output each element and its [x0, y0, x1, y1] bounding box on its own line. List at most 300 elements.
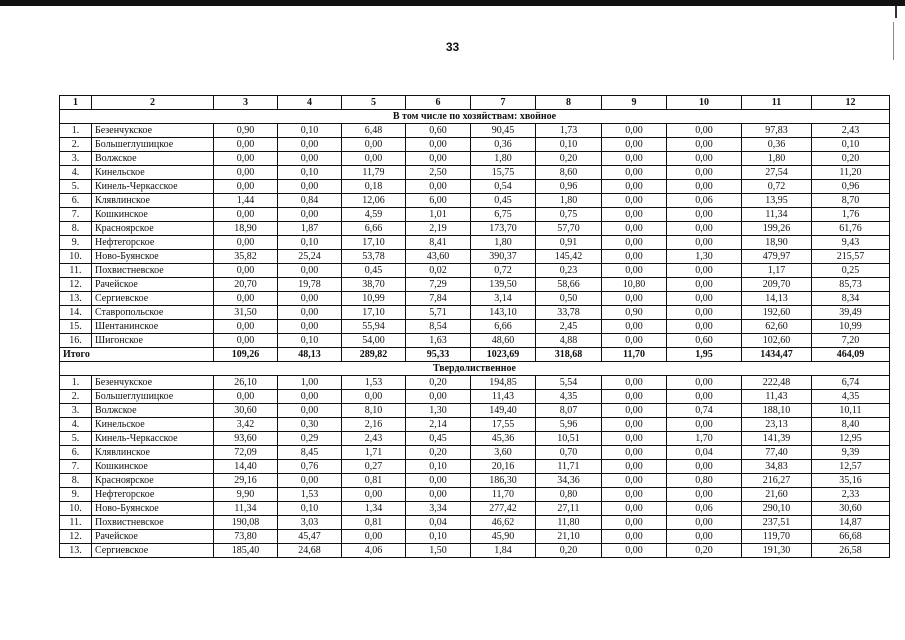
- top-border-rule: [0, 0, 905, 6]
- table-cell: 173,70: [471, 222, 536, 236]
- table-cell: 13.: [60, 292, 92, 306]
- table-cell: 3,60: [471, 446, 536, 460]
- table-cell: 237,51: [742, 516, 812, 530]
- table-cell: 1,01: [406, 208, 471, 222]
- table-row: [60, 264, 890, 278]
- table-cell: 8,54: [406, 320, 471, 334]
- table-cell: 0,06: [667, 194, 742, 208]
- table-cell: 2,43: [342, 432, 406, 446]
- table-cell: 0,00: [602, 390, 667, 404]
- table-cell: 0,20: [406, 446, 471, 460]
- table-cell: 35,16: [812, 474, 890, 488]
- total-row: [60, 348, 890, 362]
- table-row: [60, 474, 890, 488]
- table-cell: 0,00: [278, 404, 342, 418]
- table-cell: 5.: [60, 180, 92, 194]
- table-cell: 8,10: [342, 404, 406, 418]
- table-cell: 0,00: [602, 474, 667, 488]
- table-cell: 0,72: [742, 180, 812, 194]
- table-cell: Твердолиственное: [60, 362, 890, 376]
- table-cell: 0,45: [406, 432, 471, 446]
- table-cell: 20,70: [214, 278, 278, 292]
- table-row: [60, 194, 890, 208]
- table-cell: 19,78: [278, 278, 342, 292]
- table-cell: 12,57: [812, 460, 890, 474]
- table-cell: Кинельское: [92, 418, 214, 432]
- table-cell: 1,34: [342, 502, 406, 516]
- table-cell: 0,75: [536, 208, 602, 222]
- table-cell: 6,66: [342, 222, 406, 236]
- table-cell: 11,34: [214, 502, 278, 516]
- table-cell: 5: [342, 96, 406, 110]
- table-cell: 2,19: [406, 222, 471, 236]
- table-cell: 8,40: [812, 418, 890, 432]
- table-cell: 0,00: [602, 250, 667, 264]
- table-cell: 0,00: [406, 390, 471, 404]
- table-cell: Похвистневское: [92, 516, 214, 530]
- table-cell: 3.: [60, 404, 92, 418]
- table-cell: 2,16: [342, 418, 406, 432]
- table-cell: Волжское: [92, 404, 214, 418]
- table-cell: 185,40: [214, 544, 278, 558]
- table-cell: 0,45: [342, 264, 406, 278]
- table-cell: Шентанинское: [92, 320, 214, 334]
- table-cell: 1,63: [406, 334, 471, 348]
- table-cell: 0,10: [536, 138, 602, 152]
- table-cell: 9.: [60, 236, 92, 250]
- table-cell: Кинель-Черкасское: [92, 432, 214, 446]
- table-cell: 85,73: [812, 278, 890, 292]
- table-cell: 0,00: [602, 166, 667, 180]
- table-cell: 0,00: [214, 236, 278, 250]
- table-row: [60, 124, 890, 138]
- table-row: [60, 320, 890, 334]
- table-cell: 0,00: [602, 264, 667, 278]
- table-cell: 0,00: [602, 334, 667, 348]
- table-cell: 12.: [60, 278, 92, 292]
- table-row: [60, 334, 890, 348]
- table-cell: 11.: [60, 264, 92, 278]
- table-cell: 53,78: [342, 250, 406, 264]
- table-cell: Клявлинское: [92, 446, 214, 460]
- table-cell: 0,20: [667, 544, 742, 558]
- table-row: [60, 152, 890, 166]
- table-cell: 2,43: [812, 124, 890, 138]
- table-cell: 9.: [60, 488, 92, 502]
- table-cell: 0,00: [342, 390, 406, 404]
- table-cell: 34,36: [536, 474, 602, 488]
- table-cell: Красноярское: [92, 222, 214, 236]
- table-cell: 8,07: [536, 404, 602, 418]
- table-cell: 0,00: [602, 488, 667, 502]
- table-cell: 17,10: [342, 306, 406, 320]
- table-cell: 0,00: [602, 502, 667, 516]
- table-cell: 109,26: [214, 348, 278, 362]
- table-cell: 0,00: [667, 222, 742, 236]
- table-row: [60, 236, 890, 250]
- table-cell: 0,10: [278, 236, 342, 250]
- table-cell: 57,70: [536, 222, 602, 236]
- table-cell: 10.: [60, 250, 92, 264]
- table-cell: 0,00: [667, 278, 742, 292]
- table-cell: 6,48: [342, 124, 406, 138]
- table-cell: 194,85: [471, 376, 536, 390]
- table-cell: 0,00: [406, 488, 471, 502]
- table-cell: 0,00: [602, 446, 667, 460]
- table-cell: 0,00: [278, 138, 342, 152]
- table-cell: 18,90: [214, 222, 278, 236]
- table-cell: Ново-Буянское: [92, 502, 214, 516]
- table-cell: 0,18: [342, 180, 406, 194]
- table-cell: 17,55: [471, 418, 536, 432]
- table-cell: 0,00: [667, 166, 742, 180]
- table-cell: 1,80: [471, 236, 536, 250]
- table-cell: 0,04: [406, 516, 471, 530]
- table-cell: 8.: [60, 222, 92, 236]
- table-row: [60, 432, 890, 446]
- table-cell: 0,00: [667, 516, 742, 530]
- table-row: [60, 404, 890, 418]
- table-cell: 11,43: [742, 390, 812, 404]
- table-cell: 0,00: [278, 208, 342, 222]
- table-cell: 0,00: [342, 488, 406, 502]
- table-cell: 62,60: [742, 320, 812, 334]
- table-cell: 0,00: [602, 208, 667, 222]
- table-cell: 0,00: [214, 208, 278, 222]
- table-cell: 54,00: [342, 334, 406, 348]
- table-cell: 0,00: [214, 390, 278, 404]
- table-cell: 58,66: [536, 278, 602, 292]
- table-cell: 0,10: [278, 124, 342, 138]
- table-cell: 141,39: [742, 432, 812, 446]
- table-cell: 3: [214, 96, 278, 110]
- table-row: [60, 222, 890, 236]
- table-cell: 0,00: [667, 124, 742, 138]
- table-cell: 0,00: [214, 138, 278, 152]
- table-cell: 13,95: [742, 194, 812, 208]
- table-cell: 0,20: [536, 544, 602, 558]
- table-cell: 0,00: [602, 376, 667, 390]
- table-row: [60, 278, 890, 292]
- table-cell: 14,87: [812, 516, 890, 530]
- table-cell: 0,00: [278, 152, 342, 166]
- table-cell: 24,68: [278, 544, 342, 558]
- table-row: [60, 544, 890, 558]
- table-cell: 73,80: [214, 530, 278, 544]
- table-cell: 0,00: [278, 292, 342, 306]
- table-cell: 0,90: [602, 306, 667, 320]
- table-cell: 0,00: [602, 292, 667, 306]
- table-row: [60, 418, 890, 432]
- table-cell: 0,00: [602, 432, 667, 446]
- table-cell: 0,96: [812, 180, 890, 194]
- table-cell: 0,54: [471, 180, 536, 194]
- table-cell: 8,34: [812, 292, 890, 306]
- table-cell: 2,33: [812, 488, 890, 502]
- table-cell: 11,20: [812, 166, 890, 180]
- table-cell: 119,70: [742, 530, 812, 544]
- table-cell: 0,10: [406, 530, 471, 544]
- table-cell: 0,80: [667, 474, 742, 488]
- table-cell: 209,70: [742, 278, 812, 292]
- table-cell: 1,87: [278, 222, 342, 236]
- table-cell: 11: [742, 96, 812, 110]
- table-cell: 8,60: [536, 166, 602, 180]
- table-cell: 1,80: [536, 194, 602, 208]
- table-row: [60, 306, 890, 320]
- table-cell: Кошкинское: [92, 208, 214, 222]
- table-cell: 2.: [60, 390, 92, 404]
- table-cell: Клявлинское: [92, 194, 214, 208]
- table-cell: 4.: [60, 166, 92, 180]
- table-cell: Похвистневское: [92, 264, 214, 278]
- table-cell: 9,39: [812, 446, 890, 460]
- table-cell: 0,00: [602, 236, 667, 250]
- table-cell: 6,75: [471, 208, 536, 222]
- table-cell: 8,41: [406, 236, 471, 250]
- table-cell: 20,16: [471, 460, 536, 474]
- table-cell: 9,43: [812, 236, 890, 250]
- table-cell: 0,10: [812, 138, 890, 152]
- table-cell: 0,00: [406, 138, 471, 152]
- table-cell: 0,81: [342, 516, 406, 530]
- table-row: [60, 460, 890, 474]
- table-row: [60, 138, 890, 152]
- table-cell: 4,88: [536, 334, 602, 348]
- table-cell: 45,47: [278, 530, 342, 544]
- table-cell: 1434,47: [742, 348, 812, 362]
- table-cell: 0,00: [667, 292, 742, 306]
- table-cell: 61,76: [812, 222, 890, 236]
- table-cell: 4,35: [812, 390, 890, 404]
- table-cell: 0,00: [667, 236, 742, 250]
- table-cell: 9,90: [214, 488, 278, 502]
- table-cell: 11,34: [742, 208, 812, 222]
- table-cell: 0,00: [602, 460, 667, 474]
- table-cell: 11,43: [471, 390, 536, 404]
- table-cell: 10,99: [812, 320, 890, 334]
- table-cell: 43,60: [406, 250, 471, 264]
- table-cell: 5.: [60, 432, 92, 446]
- table-cell: 0,20: [406, 376, 471, 390]
- column-number-header-row: [60, 96, 890, 110]
- table-cell: 33,78: [536, 306, 602, 320]
- table-cell: 0,25: [812, 264, 890, 278]
- table-cell: 93,60: [214, 432, 278, 446]
- table-cell: 1,50: [406, 544, 471, 558]
- table-cell: 26,58: [812, 544, 890, 558]
- table-row: [60, 208, 890, 222]
- table-cell: 10: [667, 96, 742, 110]
- table-cell: Большеглушицкое: [92, 390, 214, 404]
- table-cell: Волжское: [92, 152, 214, 166]
- table-cell: 3,03: [278, 516, 342, 530]
- table-cell: 0,00: [278, 390, 342, 404]
- table-cell: 9: [602, 96, 667, 110]
- table-cell: 0,00: [602, 124, 667, 138]
- table-cell: 27,54: [742, 166, 812, 180]
- table-cell: 186,30: [471, 474, 536, 488]
- table-cell: 6.: [60, 446, 92, 460]
- table-cell: 0,00: [406, 474, 471, 488]
- table-cell: 10,51: [536, 432, 602, 446]
- table-cell: 0,00: [667, 320, 742, 334]
- table-cell: 390,37: [471, 250, 536, 264]
- table-cell: 191,30: [742, 544, 812, 558]
- table-cell: 0,23: [536, 264, 602, 278]
- table-cell: 0,00: [667, 152, 742, 166]
- table-cell: 4,06: [342, 544, 406, 558]
- table-cell: 0,00: [342, 138, 406, 152]
- table-cell: 10,11: [812, 404, 890, 418]
- table-cell: 464,09: [812, 348, 890, 362]
- table-cell: 1,71: [342, 446, 406, 460]
- table-cell: 6,66: [471, 320, 536, 334]
- table-cell: 0,00: [667, 306, 742, 320]
- table-cell: 8,70: [812, 194, 890, 208]
- table-cell: 1,76: [812, 208, 890, 222]
- table-cell: 0,00: [214, 264, 278, 278]
- table-cell: 10,80: [602, 278, 667, 292]
- table-cell: 10,99: [342, 292, 406, 306]
- table-cell: 7,29: [406, 278, 471, 292]
- table-cell: 7,84: [406, 292, 471, 306]
- table-cell: 0,10: [278, 334, 342, 348]
- table-cell: 4: [278, 96, 342, 110]
- table-cell: 139,50: [471, 278, 536, 292]
- table-cell: 0,10: [278, 502, 342, 516]
- table-cell: 0,00: [667, 376, 742, 390]
- table-cell: Ставропольское: [92, 306, 214, 320]
- table-cell: 0,00: [667, 208, 742, 222]
- table-cell: 0,27: [342, 460, 406, 474]
- table-cell: 14.: [60, 306, 92, 320]
- table-cell: 0,30: [278, 418, 342, 432]
- table-cell: 145,42: [536, 250, 602, 264]
- table-cell: 14,40: [214, 460, 278, 474]
- table-cell: 97,83: [742, 124, 812, 138]
- table-cell: 1,53: [278, 488, 342, 502]
- table-cell: 15,75: [471, 166, 536, 180]
- table-cell: 11,80: [536, 516, 602, 530]
- table-cell: 1,00: [278, 376, 342, 390]
- table-cell: 2,50: [406, 166, 471, 180]
- table-row: [60, 488, 890, 502]
- table-cell: 2,14: [406, 418, 471, 432]
- table-cell: 0,10: [406, 460, 471, 474]
- table-cell: 215,57: [812, 250, 890, 264]
- table-cell: 192,60: [742, 306, 812, 320]
- table-cell: 0,36: [471, 138, 536, 152]
- table-cell: 0,00: [667, 488, 742, 502]
- table-cell: 0,00: [667, 138, 742, 152]
- table-cell: 0,00: [667, 530, 742, 544]
- table-row: [60, 180, 890, 194]
- table-row: [60, 250, 890, 264]
- table-cell: 1,44: [214, 194, 278, 208]
- table-cell: 2,45: [536, 320, 602, 334]
- table-cell: 0,00: [667, 460, 742, 474]
- table-cell: 143,10: [471, 306, 536, 320]
- table-cell: 0,45: [471, 194, 536, 208]
- table-cell: 0,00: [278, 320, 342, 334]
- section-title-row: [60, 362, 890, 376]
- table-cell: 11,70: [471, 488, 536, 502]
- table-cell: 1023,69: [471, 348, 536, 362]
- table-cell: 0,36: [742, 138, 812, 152]
- table-cell: Безенчукское: [92, 376, 214, 390]
- table-cell: 0,00: [667, 180, 742, 194]
- table-cell: 0,00: [342, 152, 406, 166]
- table-cell: 11,70: [602, 348, 667, 362]
- table-cell: 0,00: [214, 166, 278, 180]
- table-cell: 8: [536, 96, 602, 110]
- section-title-row: [60, 110, 890, 124]
- table-cell: 11.: [60, 516, 92, 530]
- table-cell: 48,13: [278, 348, 342, 362]
- table-cell: 77,40: [742, 446, 812, 460]
- table-cell: 0,00: [406, 180, 471, 194]
- table-cell: 34,83: [742, 460, 812, 474]
- table-cell: 12,95: [812, 432, 890, 446]
- table-cell: 7.: [60, 208, 92, 222]
- table-cell: 1,80: [471, 152, 536, 166]
- table-cell: 1,73: [536, 124, 602, 138]
- table-cell: 0,74: [667, 404, 742, 418]
- table-row: [60, 502, 890, 516]
- table-cell: 0,00: [667, 418, 742, 432]
- table-cell: 289,82: [342, 348, 406, 362]
- table-row: [60, 376, 890, 390]
- table-cell: 2.: [60, 138, 92, 152]
- table-row: [60, 390, 890, 404]
- table-cell: 5,71: [406, 306, 471, 320]
- table-cell: Кинель-Черкасское: [92, 180, 214, 194]
- table-cell: 277,42: [471, 502, 536, 516]
- table-row: [60, 446, 890, 460]
- table-cell: 222,48: [742, 376, 812, 390]
- table-cell: 4,59: [342, 208, 406, 222]
- table-cell: 0,00: [214, 292, 278, 306]
- table-cell: 30,60: [812, 502, 890, 516]
- table-cell: 290,10: [742, 502, 812, 516]
- table-cell: 21,10: [536, 530, 602, 544]
- table-cell: 0,00: [406, 152, 471, 166]
- table-cell: 102,60: [742, 334, 812, 348]
- table-cell: 30,60: [214, 404, 278, 418]
- table-cell: 8,45: [278, 446, 342, 460]
- table-cell: 0,72: [471, 264, 536, 278]
- table-cell: Кошкинское: [92, 460, 214, 474]
- table-row: [60, 530, 890, 544]
- table-cell: 10.: [60, 502, 92, 516]
- table-cell: 0,00: [602, 530, 667, 544]
- table-cell: 4.: [60, 418, 92, 432]
- table-cell: 0,50: [536, 292, 602, 306]
- table-cell: 39,49: [812, 306, 890, 320]
- table-cell: 0,00: [214, 152, 278, 166]
- table-cell: 6: [406, 96, 471, 110]
- table-cell: Ново-Буянское: [92, 250, 214, 264]
- table-cell: 1,30: [406, 404, 471, 418]
- table-cell: 31,50: [214, 306, 278, 320]
- table-cell: 1: [60, 96, 92, 110]
- table-cell: 0,90: [214, 124, 278, 138]
- table-cell: 2: [92, 96, 214, 110]
- table-cell: 0,20: [812, 152, 890, 166]
- table-cell: 8.: [60, 474, 92, 488]
- table-cell: 0,02: [406, 264, 471, 278]
